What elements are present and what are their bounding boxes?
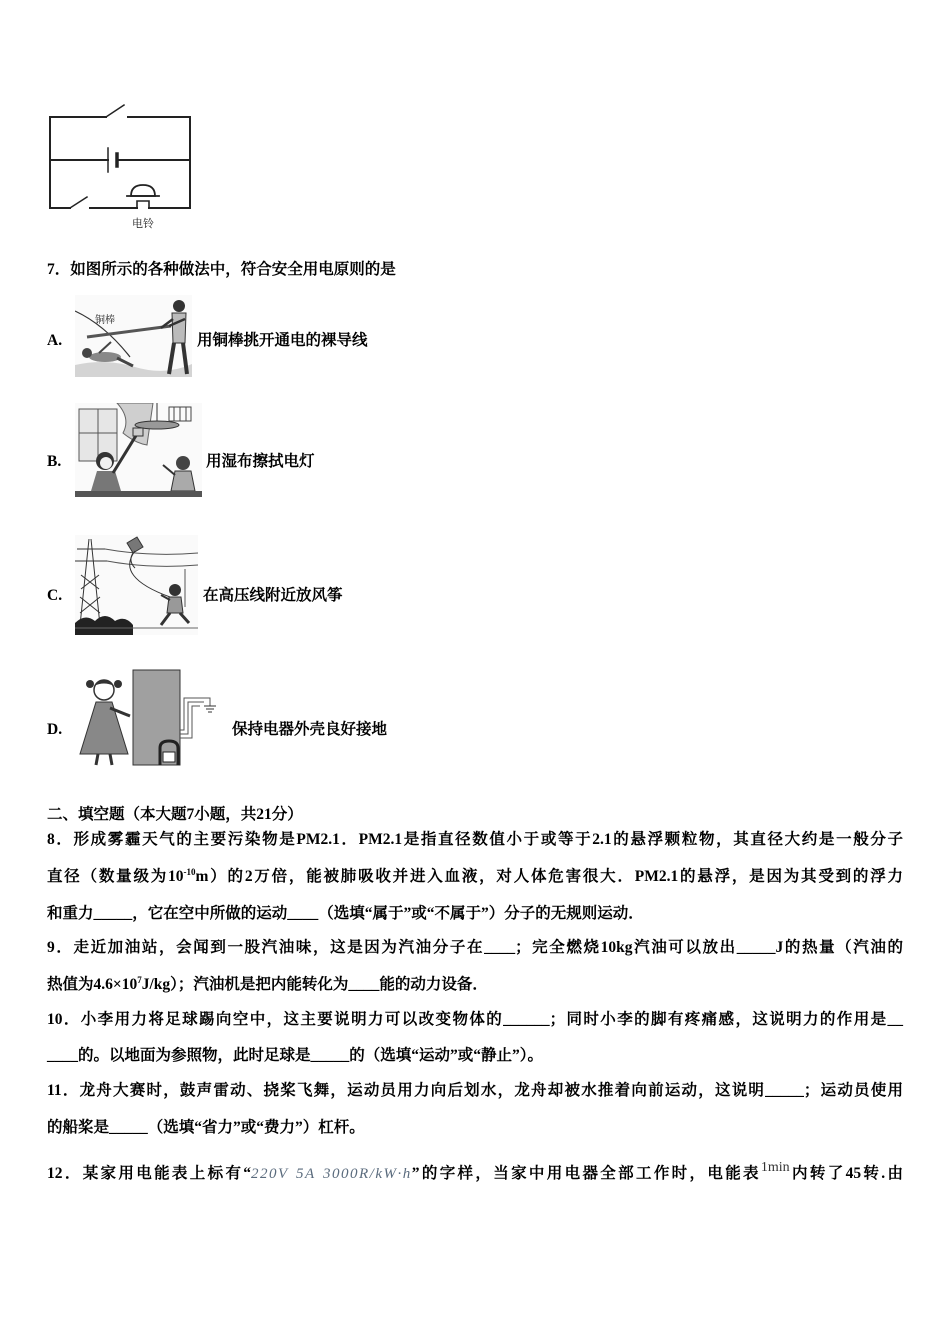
option-a-text: 用铜棒挑开通电的裸导线 xyxy=(197,332,368,349)
copper-rod-label: 铜棒 xyxy=(95,315,115,326)
top-switch xyxy=(50,105,190,117)
option-d-text: 保持电器外壳良好接地 xyxy=(232,721,388,738)
illustration-grounded-appliance xyxy=(78,668,230,767)
option-c-label: C. xyxy=(47,587,63,604)
exponent: -10 xyxy=(183,867,196,877)
option-c-text: 在高压线附近放风筝 xyxy=(203,587,343,604)
bell-label: 电铃 xyxy=(132,217,154,230)
battery-symbol xyxy=(108,148,117,172)
question-8-line-1: 8．形成雾霾天气的主要污染物是PM2.1．PM2.1是指直径数值小于或等于2.1的悬浮颗粒物，其直径大约是一般分子 xyxy=(47,831,903,848)
meter-rating-formula: 220V 5A 3000R/kW·h xyxy=(251,1166,412,1182)
question-8-line-2 xyxy=(47,866,903,888)
option-d-label: D. xyxy=(47,721,63,738)
appliance-casing xyxy=(133,670,180,765)
section-2-title: 二、填空题（本大题7小题，共21分） xyxy=(47,806,303,823)
circuit-diagram xyxy=(40,95,200,220)
illustration-wet-cloth-lamp xyxy=(75,403,202,497)
question-9-line-2 xyxy=(47,974,903,996)
floor xyxy=(75,491,202,497)
question-10-line-1: 10．小李用力将足球踢向空中，这主要说明力可以改变物体的______；同时小李的脚有疼痛感，这说明力的作用是__ xyxy=(47,1011,903,1028)
question-12-middle: ”的字样，当家中用电器全部工作时，电能表 xyxy=(411,1165,761,1182)
question-12-end: 内转了45转.由 xyxy=(789,1165,903,1182)
electric-bell-symbol xyxy=(127,185,159,208)
question-10-line-2: ____的。以地面为参照物，此时足球是_____的（选填“运动”或“静止”）。 xyxy=(47,1047,544,1064)
illustration-kite-near-power-line xyxy=(75,535,198,635)
question-7-stem: 7．如图所示的各种做法中，符合安全用电原则的是 xyxy=(47,261,396,278)
question-9-line-2-end: J/kg）；汽油机是把内能转化为____能的动力设备． xyxy=(141,976,488,993)
question-8-line-2-end: m）的2万倍，能被肺吸收并进入血液，对人体危害很大．PM2.1的悬浮，是因为其受到的浮力 xyxy=(195,868,903,885)
window xyxy=(79,409,117,461)
time-duration: 1min xyxy=(760,1160,790,1175)
question-8-line-2-start: 直径（数量级为10 xyxy=(47,868,184,885)
question-11-line-1: 11．龙舟大赛时，鼓声雷动、挠桨飞舞，运动员用力向后划水，龙舟却被水推着向前运动，这说明_____；运动员使用 xyxy=(47,1082,903,1099)
option-b-label: B. xyxy=(47,453,62,470)
question-11-line-2: 的船桨是_____（选填“省力”或“费力”）杠杆。 xyxy=(47,1119,365,1136)
question-9-line-2-start: 热值为4.6×10 xyxy=(47,976,138,993)
question-12-start: 12．某家用电能表上标有“ xyxy=(47,1165,252,1182)
illustration-copper-rod xyxy=(75,295,192,377)
question-12-line-1 xyxy=(47,1160,903,1185)
bottom-switch xyxy=(70,197,87,208)
question-9-line-1: 9．走近加油站，会闻到一股汽油味，这是因为汽油分子在____；完全燃烧10kg汽油可以放出_____J的热量（汽油的 xyxy=(47,939,903,956)
question-8-line-3: 和重力_____，它在空中所做的运动____（选填“属于”或“不属于”）分子的无规则运动． xyxy=(47,905,644,922)
option-b-text: 用湿布擦拭电灯 xyxy=(206,453,315,470)
option-a-label: A. xyxy=(47,332,63,349)
exponent: 7 xyxy=(137,975,142,985)
wet-cloth xyxy=(133,428,143,436)
